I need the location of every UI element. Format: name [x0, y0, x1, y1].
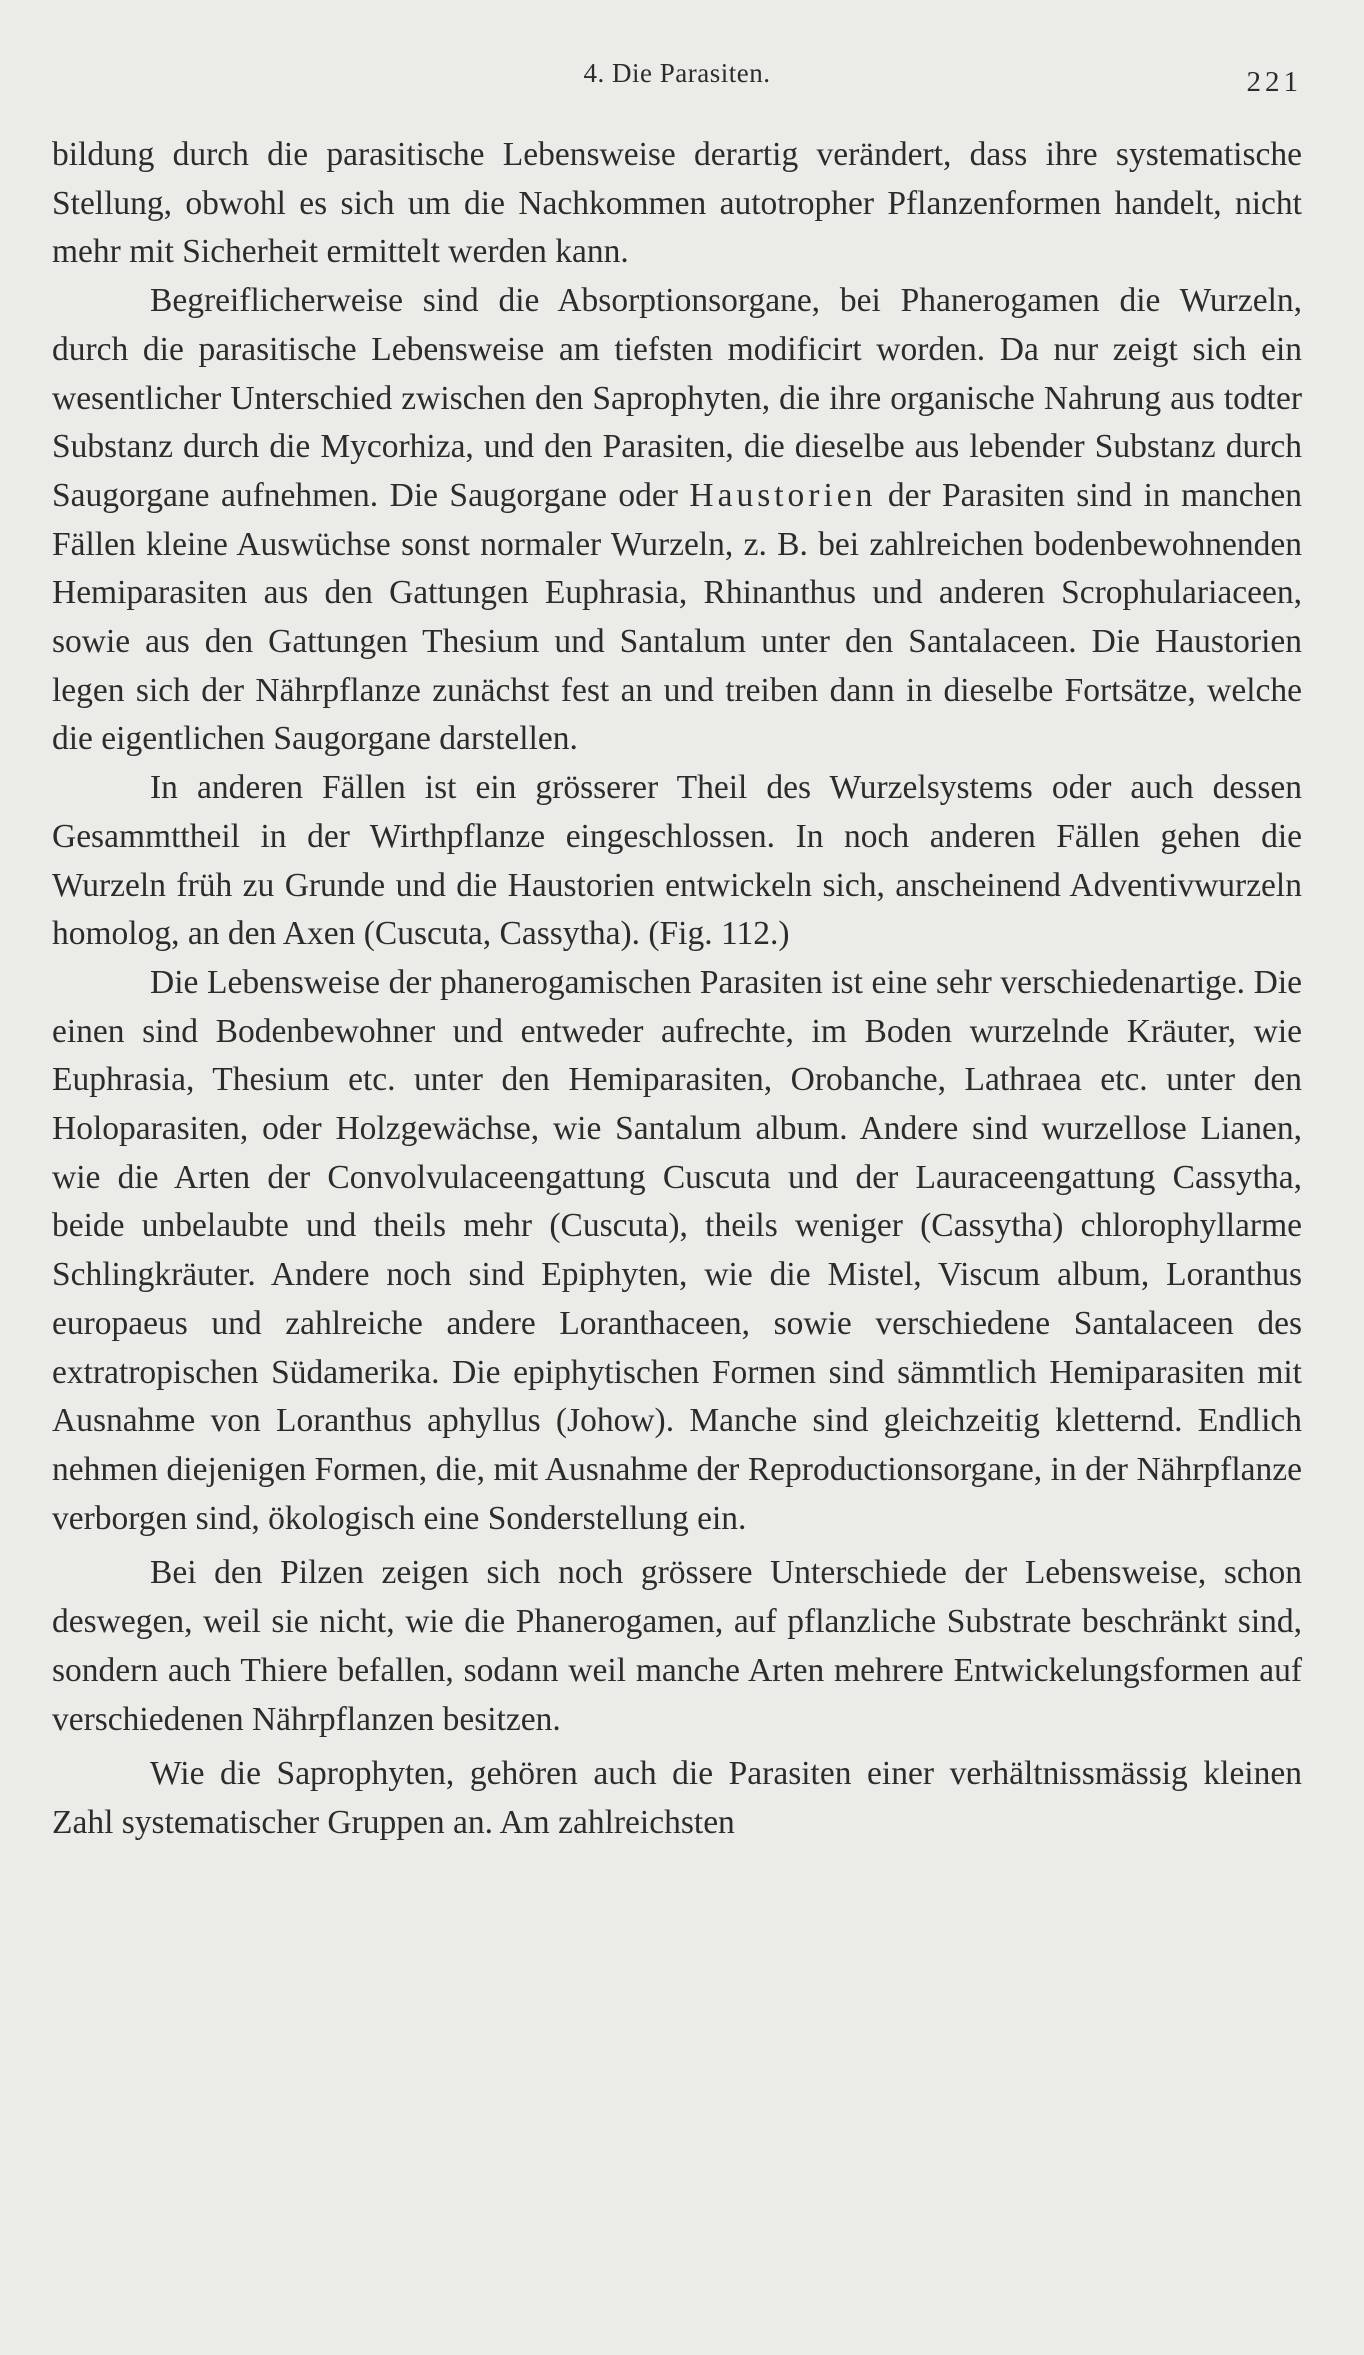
text-run: Begreiflicherweise sind die Absorptionsorgane, bei Phanerogamen die Wurzeln, durch die parasitische Lebensweise am tiefsten modificirt worden. Da nur zeigt sich ein wesentlicher Unterschied zwischen den Saprophyten, die ihre organische Nahrung aus todter Substanz durch die Mycorhiza, und den Parasiten, die dieselbe aus lebender Substanz durch Saugorgane aufnehmen. Die Saugorgane oder — [52, 282, 1302, 514]
text-run: Bei den Pilzen zeigen sich noch grössere Unterschiede der Lebensweise, schon deswegen, weil sie nicht, wie die Phanerogamen, auf pflanzliche Substrate beschränkt sind, sondern auch Thiere befallen, sodann weil manche Arten mehrere Entwickelungsformen auf verschiedenen Nährpflanzen besitzen. — [52, 1554, 1302, 1738]
spaced-term: Haustorien — [689, 476, 877, 514]
text-run: In anderen Fällen ist ein grösserer Theil des Wurzelsystems oder auch dessen Gesammttheil in der Wirthpflanze eingeschlossen. In noch anderen Fällen gehen die Wurzeln früh zu Grunde und die Haustorien entwickeln sich, anscheinend Adventivwurzeln homolog, an den Axen (Cuscuta, Cassytha). (Fig. 112.) — [52, 769, 1302, 953]
paragraph — [52, 1750, 1302, 1847]
paragraph — [52, 131, 1302, 277]
running-title: 4. Die Parasiten. — [583, 58, 771, 88]
paragraph — [52, 959, 1302, 1543]
text-run: Wie die Saprophyten, gehören auch die Parasiten einer verhältnissmässig kleinen Zahl systematischer Gruppen an. Am zahlreichsten — [52, 1755, 1302, 1841]
text-run: der Parasiten sind in manchen Fällen kleine Auswüchse sonst normaler Wurzeln, z. B. bei zahlreichen bodenbewohnenden Hemiparasiten aus den Gattungen Euphrasia, Rhinanthus und anderen Scrophulariaceen, sowie aus den Gattungen Thesium und Santalum unter den Santalaceen. Die Haustorien legen sich der Nährpflanze zunächst fest an und treiben dann in dieselbe Fortsätze, welche die eigentlichen Saugorgane darstellen. — [52, 476, 1302, 758]
text-run: bildung durch die parasitische Lebensweise derartig verändert, dass ihre systematische Stellung, obwohl es sich um die Nachkommen autotropher Pflanzenformen handelt, nicht mehr mit Sicherheit ermittelt werden kann. — [52, 136, 1302, 271]
paragraph — [52, 277, 1302, 764]
paragraph — [52, 764, 1302, 959]
paragraph — [52, 1549, 1302, 1744]
page-header — [52, 52, 1302, 102]
page-number: 221 — [1246, 66, 1302, 98]
text-run: Die Lebensweise der phanerogamischen Parasiten ist eine sehr verschiedenartige. Die einen sind Bodenbewohner und entweder aufrechte, im Boden wurzelnde Kräuter, wie Euphrasia, Thesium etc. unter den Hemiparasiten, Orobanche, Lathraea etc. unter den Holoparasiten, oder Holzgewächse, wie Santalum album. Andere sind wurzellose Lianen, wie die Arten der Convolvulaceengattung Cuscuta und der Lauraceengattung Cassytha, beide unbelaubte und theils mehr (Cuscuta), theils weniger (Cassytha) chlorophyllarme Schlingkräuter. Andere noch sind Epiphyten, wie die Mistel, Viscum album, Loranthus europaeus und zahlreiche andere Loranthaceen, sowie verschiedene Santalaceen des extratropischen Südamerika. Die epiphytischen Formen sind sämmtlich Hemiparasiten mit Ausnahme von Loranthus aphyllus (Johow). Manche sind gleichzeitig kletternd. Endlich nehmen diejenigen Formen, die, mit Ausnahme der Reproductionsorgane, in der Nährpflanze verborgen sind, ökologisch eine Sonderstellung ein. — [52, 963, 1302, 1537]
body-text — [52, 131, 1302, 1848]
